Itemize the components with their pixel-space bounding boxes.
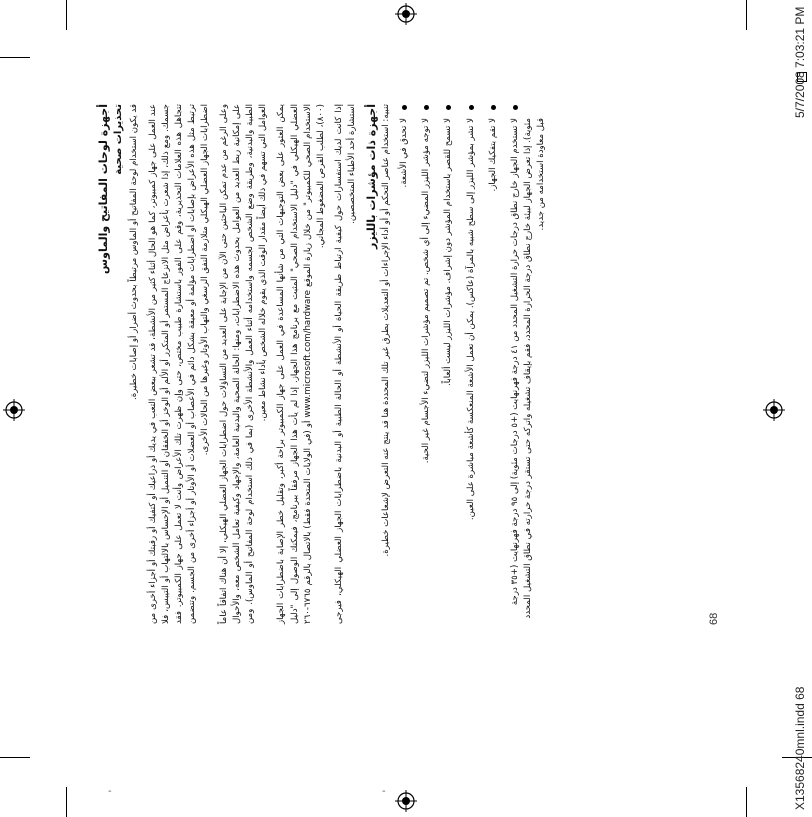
list-item: لا تشر بمؤشر الليزر إلى سطح شبيه بالمرآة (عاكس). يمكن أن تعمل الأشعة المنعكسة كأشعة مباشرة على العين. (465, 118, 478, 624)
list-item: لا تقم بتفكيك الجهاز. (487, 118, 500, 624)
page-content (97, 104, 547, 624)
tick-mark: - (382, 786, 386, 797)
page-title: أجهزة لوحات المفاتيح والماوس (97, 104, 110, 275)
paragraph: وعلى الرغم من عدم تمكن الباحثين حتى الآن من الإجابة على العديد من التساؤلات حول اضطرابات الجهاز العضلي الهيكلي، إلا أن هناك اتفاقاً عاماً على إمكانية ربط العديد من العوامل بحدوث هذه الاضطرابات، ومنها: الحالة الصحية والبدنية العامة، والإجهاد وكيفية تعامل الشخص معه، والأحوال الطبية والبدنية، وطريقة وضع الشخص لجسمه واستخدامه أثناء العمل والأنشطة الأخرى (بما في ذلك استخدام لوحة المفاتيح أو الماوس). ومن العوامل التي تسهم في ذلك أيضاً مقدار الوقت الذي يقوم خلاله الشخص بأداء نشاط معين. (218, 104, 269, 624)
registration-mark-icon (395, 3, 417, 25)
registration-mark-icon (763, 399, 785, 421)
print-timestamp: 5/7/2008 7:03:21 PM (793, 6, 807, 118)
file-slug: X13568240mnl.indd 68 (793, 686, 807, 810)
paragraph: إذا كانت لديك استفسارات حول كيفية ارتباط طريقة الحياة أو الأنشطة أو الحالة الطبية أو البدنية باضطرابات الجهاز العضلي الهيكلي، فيرجى استشارة أحد الأطباء المتخصصين. (334, 104, 358, 624)
crop-mark (746, 0, 747, 30)
crop-mark (0, 757, 30, 758)
list-item: لا توجه مؤشر الليزر المضيء إلى أي شخص. تم تصميم مؤشرات الليزر لتضيء الأجسام غير الحية. (420, 118, 433, 624)
crop-mark (0, 57, 30, 58)
section-subheading: تحذيرات صحية (113, 104, 125, 175)
paragraph: يمكن العثور على بعض التوجيهات التي من شأنها المساعدة في العمل على جهاز الكمبيوتر براحة أكبر، وتقليل خطر الإصابة باضطرابات الجهاز العضلي الهيكلي في "دليل الاستخدام الصحي" المثبت مع برنامج هذا الجهاز. إذا لم يأت هذا الجهاز مرفقاً ببرنامج، فيمكنك الوصول إلى "دليل الاستخدام الصحي للكمبيوتر" من خلال زيارة الموقع www.microsoft.com/hardware أو (في الولايات المتحدة فقط) بالاتصال بالرقم ٦٧٦٥-٢٦٠ (٨٠٠)، لطلب القرص المضغوط المجاني. (276, 104, 327, 624)
crop-mark (66, 0, 67, 30)
tick-mark: - (108, 786, 112, 797)
list-item: لا تستخدم الجهاز خارج نطاق درجات حرارة التشغيل المحدد من ٤١ درجة فهرنهايت (+٥ درجات مئوية) إلى ٩٥ درجة فهرنهايت (+٣٥ درجة مئوية). إذا تعرض الجهاز لبيئة خارج نطاق درجة الحرارة المحدد، فقم بإيقاف تشغيله واتركه حتى تستقر درجة حرارته في نطاق التشغيل المحدد قبل معاودة استخدامه من جديد. (509, 118, 549, 624)
list-item: لا تسمح للقصر باستخدام المؤشر دون إشراف. مؤشرات الليزر ليست ألعاباً. (442, 118, 455, 624)
crop-mark (66, 787, 67, 817)
section-heading: أجهزة ذات مؤشرات بالليزر (364, 104, 378, 249)
paragraph: عند العمل على جهاز كمبيوتر، كما هو الحال أثناء كثير من الأنشطة، قد تشعر ببعض التعب في يديك أو ذراعيك أو كتفيك أو رقبتك أو أجزاء أخرى من جسمك. ومع ذلك، إذا شعرت بأعراض مثل الانزعاج المستمر أو المتكرر أو الألم أو الوخز أو الخفقان أو التنميل أو الإحساس بالالتهاب أو التيبس، فلا تتجاهل هذه العلامات التحذيرية، وقم على الفور باستشارة طبيب مختص، حتى وإن ظهرت تلك الأعراض وأنت لا تعمل على جهاز الكمبيوتر. فقد ترتبط مثل هذه الأعراض بإصابات أو اضطرابات مؤلمة أو معيقة بشكل دائم في الأعصاب أو العضلات أو الأوتار أو أجزاء أخرى من الجسم. وتتضمن اضطرابات الجهاز العضلي الهيكلي متلازمة النفق الرسغي والتهاب الأوتار وغيرها من الحالات الأخرى. (147, 104, 211, 624)
crop-mark (746, 787, 747, 817)
paragraph: قد يكون استخدام لوحة المفاتيح أو الماوس مرتبطاً بحدوث أضرار أو إصابات خطيرة. (129, 104, 140, 400)
page-number: 68 (708, 612, 720, 625)
list-item: لا تحدق في الأشعة. (398, 118, 411, 624)
laser-section (365, 104, 549, 624)
safety-list (398, 104, 549, 624)
registration-mark-icon (395, 790, 417, 812)
caution-text: تنبيه: استخدام عناصر التحكم أو أو أداء الإجراءات أو التعديلات بطرق غير تلك المحددة هنا قد ينتج عنه التعرض لإشعاعات خطيرة. (380, 104, 391, 557)
registration-mark-icon (3, 399, 25, 421)
